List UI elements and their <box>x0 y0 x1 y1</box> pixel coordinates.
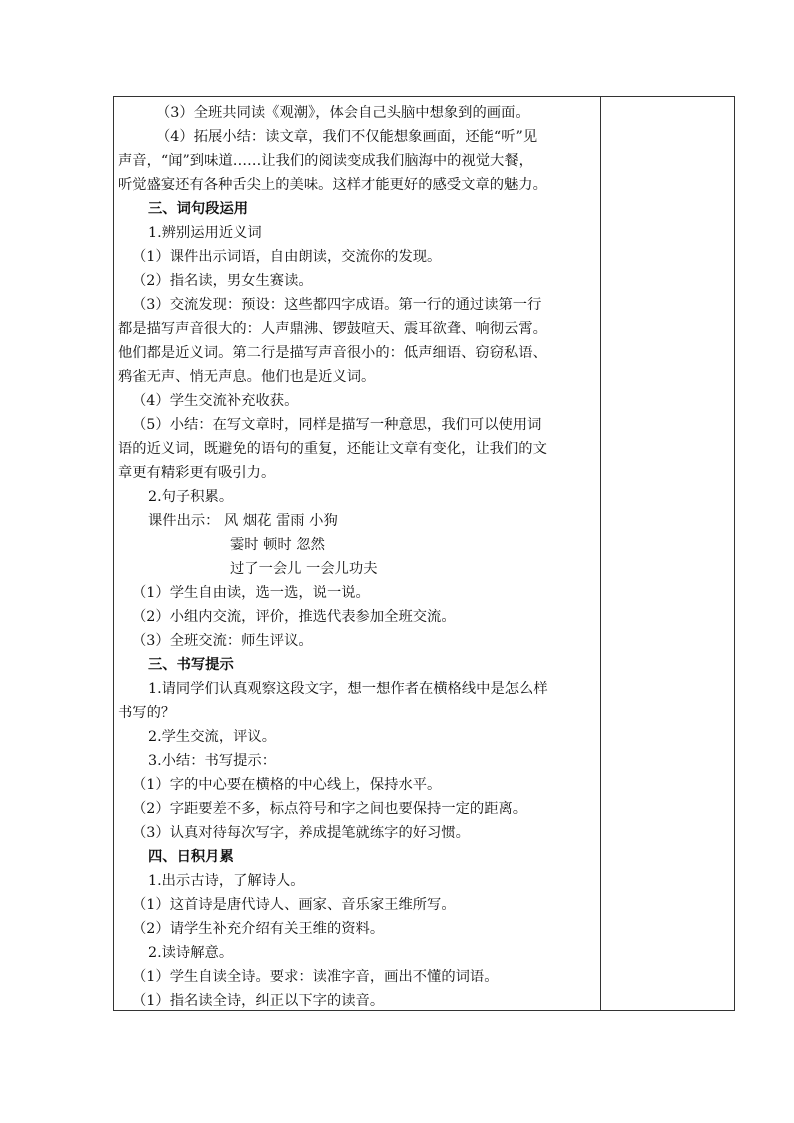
text-line: （1）这首诗是唐代诗人、画家、音乐家王维所写。 <box>132 897 456 913</box>
text-line: 书写的？ <box>118 705 176 721</box>
section-heading: 三、书写提示 <box>148 657 234 673</box>
notes-cell <box>601 97 735 1010</box>
text-line: 课件出示： 风 烟花 雷雨 小狗 <box>148 513 338 529</box>
section-heading: 四、日积月累 <box>148 849 234 865</box>
text-line: 他们都是近义词。第二行是描写声音很小的：低声细语、窃窃私语、 <box>118 345 547 361</box>
text-line: 鸦雀无声、悄无声息。他们也是近义词。 <box>118 369 376 385</box>
section-heading: 三、词句段运用 <box>148 201 249 217</box>
text-line: （3）交流发现：预设：这些都四字成语。第一行的通过读第一行 <box>132 297 542 313</box>
text-line: （2）小组内交流，评价，推选代表参加全班交流。 <box>132 609 456 625</box>
text-line: 2.句子积累。 <box>148 489 234 505</box>
text-line: （3）全班共同读《观潮》，体会自己头脑中想象到的画面。 <box>156 105 530 121</box>
text-line: 1.出示古诗，了解诗人。 <box>148 873 305 889</box>
text-line: （2）指名读，男女生赛读。 <box>132 273 313 289</box>
text-line: （3）认真对待每次写字，养成提笔就练字的好习惯。 <box>132 825 470 841</box>
text-line: （1）学生自由读，选一选，说一说。 <box>132 585 370 601</box>
text-line: （1）字的中心要在横格的中心线上，保持水平。 <box>132 777 442 793</box>
text-line: 语的近义词，既避免的语句的重复，还能让文章有变化，让我们的文 <box>118 441 547 457</box>
text-line: （4）拓展小结：读文章，我们不仅能想象画面，还能“听”见 <box>156 129 538 145</box>
text-line: （2）请学生补充介绍有关王维的资料。 <box>132 921 385 937</box>
text-line: （3）全班交流：师生评议。 <box>132 633 313 649</box>
lesson-table <box>113 96 735 1011</box>
text-line: （5）小结：在写文章时，同样是描写一种意思，我们可以使用词 <box>132 417 542 433</box>
text-line: （1）学生自读全诗。要求：读准字音，画出不懂的词语。 <box>132 969 499 985</box>
text-line: 2.学生交流，评议。 <box>148 729 277 745</box>
text-line: 1.辨别运用近义词 <box>148 225 262 241</box>
text-line: （1）指名读全诗，纠正以下字的读音。 <box>132 993 385 1009</box>
text-line: 声音，“闻”到味道……让我们的阅读变成我们脑海中的视觉大餐， <box>118 153 533 169</box>
text-line: 听觉盛宴还有各种舌尖上的美味。这样才能更好的感受文章的魅力。 <box>118 177 547 193</box>
text-line: 章更有精彩更有吸引力。 <box>118 465 276 481</box>
text-line: 都是描写声音很大的：人声鼎沸、锣鼓喧天、震耳欲聋、响彻云霄。 <box>118 321 547 337</box>
text-line: 2.读诗解意。 <box>148 945 234 961</box>
text-line: 1.请同学们认真观察这段文字，想一想作者在横格线中是怎么样 <box>148 681 548 697</box>
text-line: （4）学生交流补充收获。 <box>132 393 299 409</box>
text-line: 霎时 顿时 忽然 <box>230 537 325 553</box>
text-line: （1）课件出示词语，自由朗读，交流你的发现。 <box>132 249 442 265</box>
text-line: 过了一会儿 一会儿功夫 <box>230 561 378 577</box>
text-line: （2）字距要差不多，标点符号和字之间也要保持一定的距离。 <box>132 801 528 817</box>
text-line: 3.小结：书写提示： <box>148 753 277 769</box>
